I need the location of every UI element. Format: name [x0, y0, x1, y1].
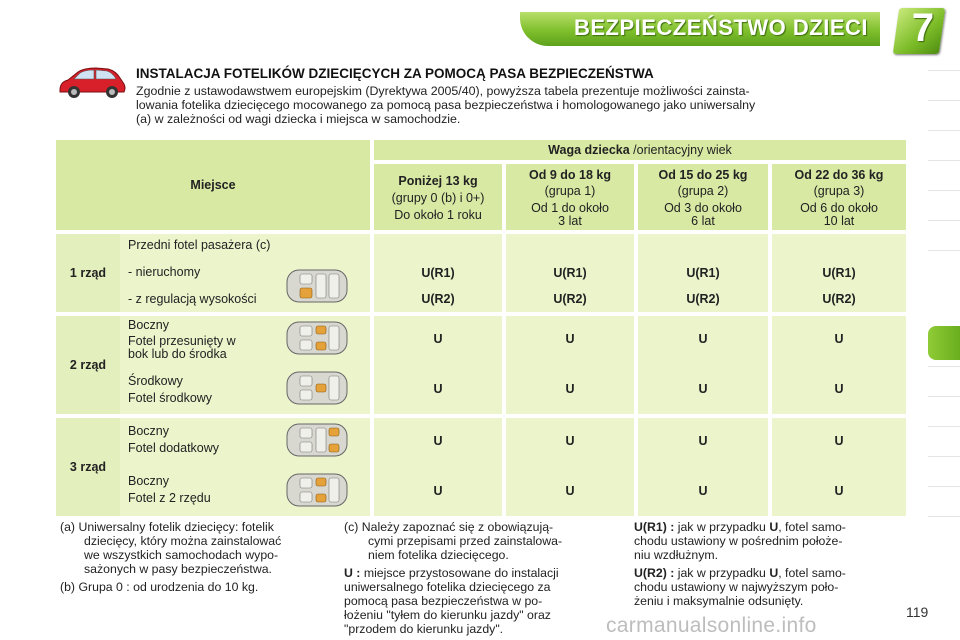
footnote-line: (c) Należy zapoznać się z obowiązują-: [344, 520, 554, 534]
footnote-line: chodu ustawiony w pośrednim położe-: [634, 534, 843, 548]
row-label: 2 rząd: [69, 358, 107, 372]
row-label-cell: [56, 234, 120, 312]
chapter-number: 7: [911, 6, 935, 50]
chapter-tab[interactable]: [928, 130, 960, 160]
footnote-line: sażonych w pasy bezpieczeństwa.: [84, 562, 272, 576]
group-title: Od 22 do 36 kg: [794, 168, 884, 182]
intro-line: (a) w zależności od wagi dziecka i miejsca w samochodzie.: [136, 112, 461, 126]
value-bottom: U: [698, 382, 708, 396]
value-bottom: U(R2): [822, 292, 856, 306]
value-cell: [374, 234, 502, 312]
value-cell: [506, 234, 634, 312]
chapter-tab[interactable]: [928, 426, 960, 456]
footnote-line: "przodem do kierunku jazdy".: [344, 622, 504, 636]
chapter-tab-active[interactable]: [928, 326, 960, 360]
seat-desc: Środkowy: [128, 374, 183, 388]
page-header: [0, 0, 960, 60]
footnote-term: U: [769, 566, 779, 580]
footnote-line: (a) Uniwersalny fotelik dziecięcy: fotelik: [60, 520, 274, 534]
footnote-line: pomocą pasa bezpieczeństwa w po-: [344, 594, 543, 608]
footnote-line: uniwersalnego fotelika dziecięcego za: [344, 580, 551, 594]
value-top: U(R1): [553, 266, 587, 280]
footnote-term: U :: [344, 566, 361, 580]
group-title: Poniżej 13 kg: [398, 174, 478, 188]
chapter-tab[interactable]: [928, 486, 960, 516]
footnote-line: miejsce przystosowane do instalacji: [360, 566, 559, 580]
chapter-tab[interactable]: [928, 100, 960, 130]
footnote-line: żeniu i maksymalnie odsunięty.: [634, 594, 804, 608]
footnote-line: jak w przypadku: [674, 520, 770, 534]
group-header-0: [374, 164, 502, 230]
footnote-term: U(R1) :: [634, 520, 675, 534]
group-age: Od 3 do około: [664, 201, 742, 215]
seat-desc: Fotel dodatkowy: [128, 441, 220, 455]
footnote-column-2: [344, 520, 616, 636]
seat-desc: - z regulacją wysokości: [128, 292, 257, 306]
group-header-1: [506, 164, 634, 230]
group-sub: (grupy 0 (b) i 0+): [391, 191, 485, 205]
value-cell: [374, 316, 502, 414]
group-age-2: 3 lat: [558, 214, 582, 228]
intro-line: Zgodnie z ustawodawstwem europejskim (Dyrektywa 2005/40), powyższa tabela prezentuje możliwości zainsta-: [136, 84, 750, 98]
value-cell: [638, 418, 768, 516]
value-cell: [638, 234, 768, 312]
footnote-line: we wszystkich samochodach wypo-: [84, 548, 279, 562]
seat-desc: Boczny: [128, 424, 169, 438]
row-label-cell: [56, 418, 120, 516]
group-age-2: 6 lat: [691, 214, 715, 228]
place-header: Miejsce: [190, 178, 236, 192]
group-title: Od 9 do 18 kg: [529, 168, 611, 182]
row-label: 3 rząd: [69, 460, 107, 474]
intro-paragraph: [136, 84, 906, 126]
value-cell: [374, 418, 502, 516]
chapter-tab[interactable]: [928, 220, 960, 250]
value-top: U: [834, 434, 844, 448]
value-cell: [506, 418, 634, 516]
value-bottom: U: [433, 382, 443, 396]
page-number: 119: [906, 604, 929, 620]
seat-desc: bok lub do środka: [128, 347, 227, 361]
seat-desc: Boczny: [128, 318, 169, 332]
value-top: U: [433, 332, 443, 346]
group-sub: (grupa 3): [813, 184, 865, 198]
footnote-line: dziecięcy, który można zainstalować: [84, 534, 282, 548]
chapter-tab[interactable]: [928, 516, 960, 546]
chapter-tab[interactable]: [928, 190, 960, 220]
intro-line: lowania fotelika dziecięcego mocowanego za pomocą pasa bezpieczeństwa i homologowanego jako uniwersalny: [136, 98, 756, 112]
weight-header-rest: /orientacyjny wiek: [629, 143, 732, 157]
footnote-column-3: [634, 520, 906, 608]
value-bottom: U(R2): [686, 292, 720, 306]
footnote-term: U: [769, 520, 779, 534]
seat-desc: - nieruchomy: [128, 265, 201, 279]
value-top: U: [698, 434, 708, 448]
group-title: Od 15 do 25 kg: [658, 168, 748, 182]
value-cell: [638, 316, 768, 414]
weight-header-cell: [374, 140, 906, 160]
footnote-line: , fotel samo-: [778, 566, 846, 580]
group-age: Do około 1 roku: [394, 208, 482, 222]
value-bottom: U: [433, 484, 443, 498]
row-label-cell: [56, 316, 120, 414]
group-age: Od 6 do około: [800, 201, 878, 215]
footnote-line: niem fotelika dziecięcego.: [368, 548, 509, 562]
weight-header: [374, 143, 906, 157]
row-label: 1 rząd: [69, 266, 107, 280]
place-header-cell: [56, 140, 370, 230]
page-title: BEZPIECZEŃSTWO DZIECI: [573, 15, 868, 40]
section-title: INSTALACJA FOTELIKÓW DZIECIĘCYCH ZA POMOCĄ PASA BEZPIECZEŃSTWA: [136, 66, 654, 81]
car-seat-diagram-icon: [286, 422, 348, 458]
footnote-line: łożeniu "tyłem do kierunku jazdy" oraz: [344, 608, 551, 622]
value-bottom: U: [565, 484, 575, 498]
value-top: U(R1): [822, 266, 856, 280]
chapter-tab[interactable]: [928, 250, 960, 280]
value-bottom: U(R2): [421, 292, 455, 306]
footnote-line: cymi przepisami przed zainstalowa-: [368, 534, 563, 548]
value-top: U: [834, 332, 844, 346]
group-age: Od 1 do około: [531, 201, 609, 215]
car-seat-diagram-icon: [286, 320, 348, 356]
value-bottom: U(R2): [553, 292, 587, 306]
value-bottom: U: [834, 484, 844, 498]
footnote-line: chodu ustawiony w najwyższym poło-: [634, 580, 839, 594]
value-cell: [772, 418, 906, 516]
chapter-tab[interactable]: [928, 456, 960, 486]
car-seat-diagram-icon: [286, 268, 348, 304]
seat-desc: Przedni fotel pasażera (c): [128, 238, 271, 252]
value-top: U(R1): [686, 266, 720, 280]
value-top: U: [698, 332, 708, 346]
group-age-2: 10 lat: [823, 214, 855, 228]
chapter-tab[interactable]: [928, 366, 960, 396]
value-bottom: U: [565, 382, 575, 396]
value-bottom: U: [698, 484, 708, 498]
value-top: U: [565, 434, 575, 448]
footnote-term: U(R2) :: [634, 566, 675, 580]
car-icon: [56, 64, 128, 100]
value-top: U: [565, 332, 575, 346]
seat-desc: Boczny: [128, 474, 169, 488]
chapter-tab[interactable]: [928, 70, 960, 100]
group-header-2: [638, 164, 768, 230]
seat-desc: Fotel przesunięty w: [128, 334, 236, 348]
group-sub: (grupa 2): [677, 184, 729, 198]
group-header-3: [772, 164, 906, 230]
footnote-line: niu wzdłużnym.: [634, 548, 719, 562]
seat-desc: Fotel środkowy: [128, 391, 213, 405]
car-seat-diagram-icon: [286, 472, 348, 508]
seat-desc: Fotel z 2 rzędu: [128, 491, 211, 505]
value-cell: [506, 316, 634, 414]
chapter-tab[interactable]: [928, 396, 960, 426]
footnote-line: jak w przypadku: [674, 566, 770, 580]
value-top: U(R1): [421, 266, 455, 280]
value-cell: [772, 234, 906, 312]
footnote-column-1: [60, 520, 330, 594]
footnote-line: , fotel samo-: [778, 520, 846, 534]
value-cell: [772, 316, 906, 414]
weight-header-bold: Waga dziecka: [548, 143, 630, 157]
chapter-tab[interactable]: [928, 160, 960, 190]
watermark: carmanualsonline.info: [606, 614, 817, 637]
footnote-line: (b) Grupa 0 : od urodzenia do 10 kg.: [60, 580, 259, 594]
value-top: U: [433, 434, 443, 448]
car-seat-diagram-icon: [286, 370, 348, 406]
group-sub: (grupa 1): [544, 184, 596, 198]
value-bottom: U: [834, 382, 844, 396]
